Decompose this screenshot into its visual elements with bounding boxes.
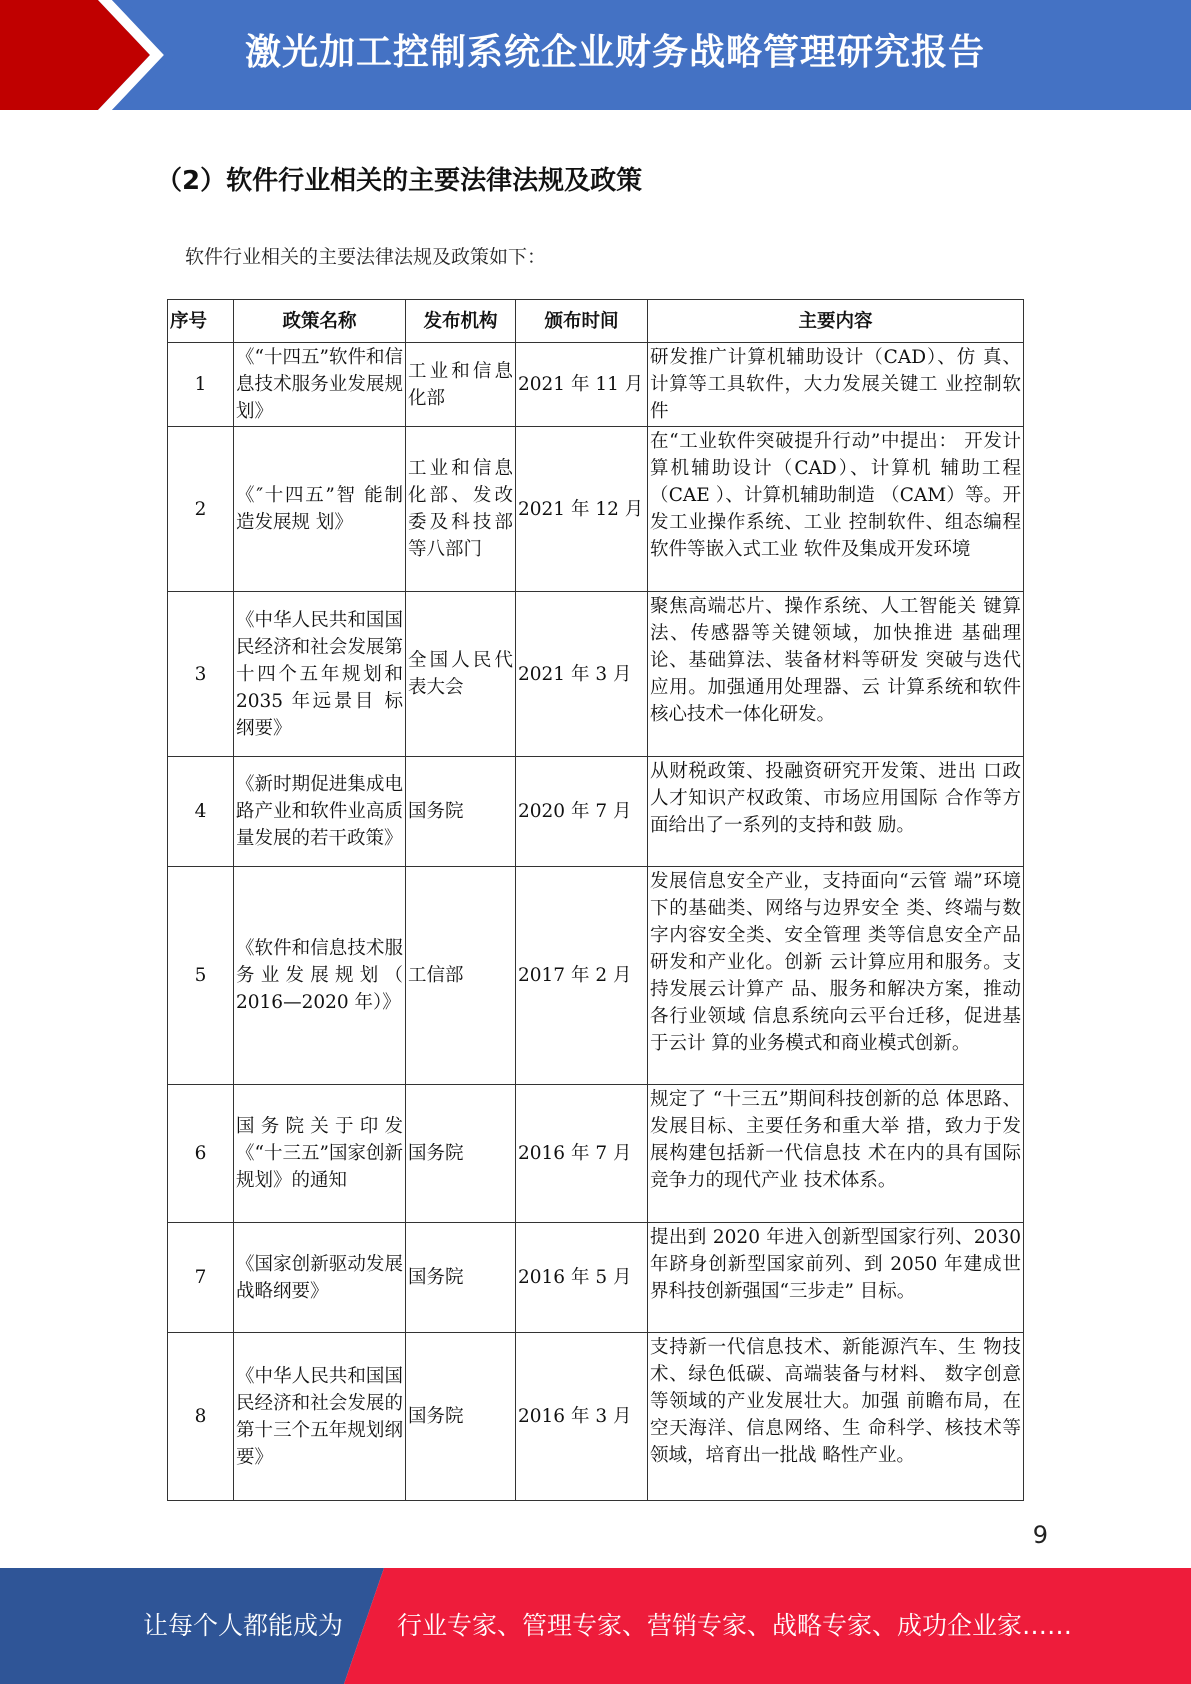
issue-date: 2016 年 7 月 xyxy=(516,1085,648,1223)
policy-name: 《″十四五”智 能制造发展规 划》 xyxy=(234,427,406,592)
issuing-body: 国务院 xyxy=(406,757,516,867)
issue-date: 2016 年 5 月 xyxy=(516,1223,648,1333)
issue-date: 2020 年 7 月 xyxy=(516,757,648,867)
issuing-body: 工信部 xyxy=(406,867,516,1085)
issuing-body: 国务院 xyxy=(406,1223,516,1333)
row-number: 5 xyxy=(168,867,234,1085)
policy-content: 在“工业软件突破提升行动”中提出： 开发计算机辅助设计（CAD）、计算机 辅助工程（CAE ）、计算机辅助制造 （CAM）等。开发工业操作系统、工业 控制软件、组态编程软件等嵌入式工业 软件及集成开发环境 xyxy=(648,427,1024,592)
policy-name: 《新时期促进集成电路产业和软件业高质量发展的若干政策》 xyxy=(234,757,406,867)
table-row xyxy=(168,427,1024,592)
policy-content: 规定了 “十三五”期间科技创新的总 体思路、发展目标、主要任务和重大举 措，致力于发展构建包括新一代信息技 术在内的具有国际竞争力的现代产业 技术体系。 xyxy=(648,1085,1024,1223)
section-intro: 软件行业相关的主要法律法规及政策如下： xyxy=(185,246,547,268)
issuing-body: 国务院 xyxy=(406,1085,516,1223)
issue-date: 2017 年 2 月 xyxy=(516,867,648,1085)
policy-content: 聚焦高端芯片、操作系统、人工智能关 键算法、传感器等关键领域，加快推进 基础理论、基础算法、装备材料等研发 突破与迭代应用。加强通用处理器、云 计算系统和软件核心技术一体化研发。 xyxy=(648,592,1024,757)
row-number: 1 xyxy=(168,343,234,427)
column-header-no: 序号 xyxy=(168,300,234,343)
table-row xyxy=(168,1223,1024,1333)
policy-name: 《软件和信息技术服务业发展规划（ 2016—2020 年）》 xyxy=(234,867,406,1085)
row-number: 4 xyxy=(168,757,234,867)
table-row xyxy=(168,867,1024,1085)
column-header-date: 颁布时间 xyxy=(516,300,648,343)
policy-table xyxy=(167,299,1024,1501)
column-header-name: 政策名称 xyxy=(234,300,406,343)
report-title: 激光加工控制系统企业财务战略管理研究报告 xyxy=(245,32,986,73)
footer-banner xyxy=(0,1568,1191,1684)
policy-name: 《国家创新驱动发展战略纲要》 xyxy=(234,1223,406,1333)
issuing-body: 全国人民代表大会 xyxy=(406,592,516,757)
policy-content: 发展信息安全产业，支持面向“云管 端”环境下的基础类、网络与边界安全 类、终端与数字内容安全类、安全管理 类等信息安全产品研发和产业化。创新 云计算应用和服务。支持发展云计算产 品、服务和解决方案，推动各行业领域 信息系统向云平台迁移，促进基于云计 算的业务模式和商业模式创新。 xyxy=(648,867,1024,1085)
table-row xyxy=(168,1333,1024,1501)
page-number: 9 xyxy=(1032,1521,1048,1549)
policy-name: 《中华人民共和国国民经济和社会发展的第十三个五年规划纲 要》 xyxy=(234,1333,406,1501)
row-number: 8 xyxy=(168,1333,234,1501)
issuing-body: 国务院 xyxy=(406,1333,516,1501)
table-row xyxy=(168,592,1024,757)
table-header-row xyxy=(168,300,1024,343)
policy-name: 《中华人民共和国国民经济和社会发展第十四个五年规划和 2035 年远景目 标纲要》 xyxy=(234,592,406,757)
row-number: 3 xyxy=(168,592,234,757)
policy-name: 国务院关于印发《“十三五”国家创新规划》的通知 xyxy=(234,1085,406,1223)
column-header-org: 发布机构 xyxy=(406,300,516,343)
policy-content: 从财税政策、投融资研究开发策、进出 口政人才知识产权政策、市场应用国际 合作等方面给出了一系列的支持和鼓 励。 xyxy=(648,757,1024,867)
row-number: 7 xyxy=(168,1223,234,1333)
row-number: 6 xyxy=(168,1085,234,1223)
issue-date: 2021 年 3 月 xyxy=(516,592,648,757)
issue-date: 2021 年 12 月 xyxy=(516,427,648,592)
table-row xyxy=(168,1085,1024,1223)
issuing-body: 工业和信息化部、发改委及科技部等八部门 xyxy=(406,427,516,592)
footer-slogan-left: 让每个人都能成为 xyxy=(143,1611,344,1640)
row-number: 2 xyxy=(168,427,234,592)
table-row xyxy=(168,757,1024,867)
issue-date: 2021 年 11 月 xyxy=(516,343,648,427)
policy-name: 《“十四五”软件和信息技术服务业发展规划》 xyxy=(234,343,406,427)
section-heading: （2）软件行业相关的主要法律法规及政策 xyxy=(156,166,643,196)
footer-slogan-right: 行业专家、管理专家、营销专家、战略专家、成功企业家…… xyxy=(397,1611,1073,1640)
issue-date: 2016 年 3 月 xyxy=(516,1333,648,1501)
column-header-content: 主要内容 xyxy=(648,300,1024,343)
header-banner xyxy=(0,0,1191,110)
policy-content: 提出到 2020 年进入创新型国家行列、2030 年跻身创新型国家前列、到 2050 年建成世界科技创新强国“三步走” 目标。 xyxy=(648,1223,1024,1333)
policy-content: 研发推广计算机辅助设计（CAD）、仿 真、计算等工具软件，大力发展关键工 业控制软件 xyxy=(648,343,1024,427)
policy-content: 支持新一代信息技术、新能源汽车、生 物技术、绿色低碳、高端装备与材料、 数字创意等领域的产业发展壮大。加强 前瞻布局，在空天海洋、信息网络、生 命科学、核技术等领域，培育出一批战 略性产业。 xyxy=(648,1333,1024,1501)
issuing-body: 工业和信息化部 xyxy=(406,343,516,427)
table-row xyxy=(168,343,1024,427)
